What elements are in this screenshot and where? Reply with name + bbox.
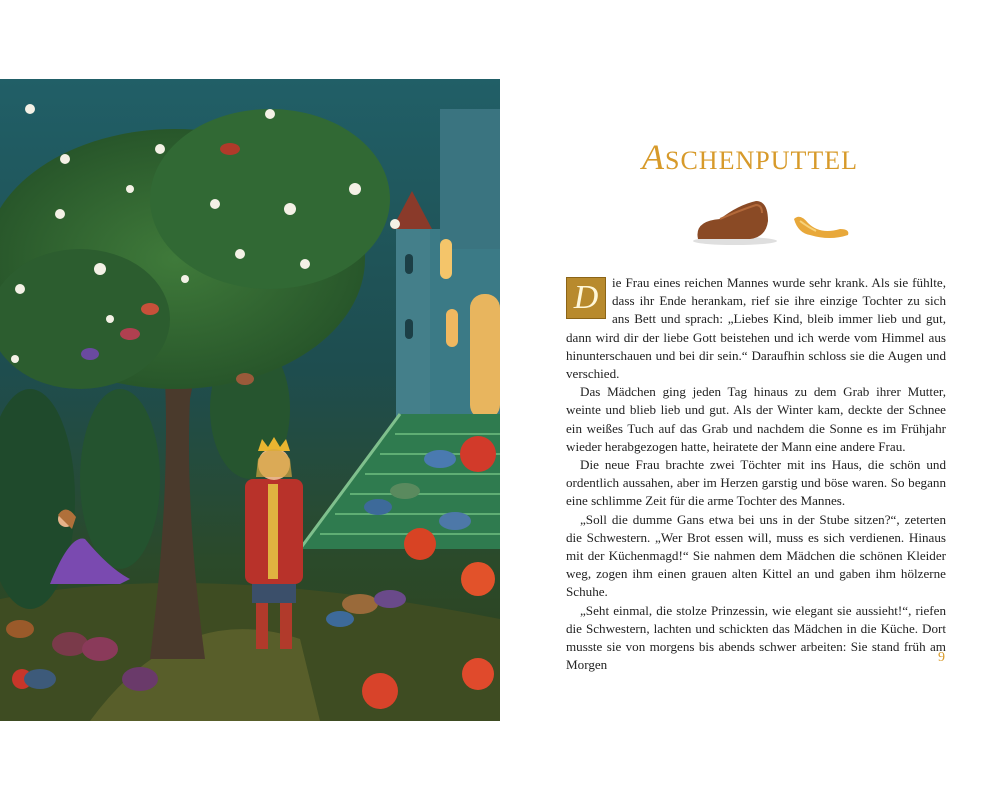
drop-cap: D bbox=[566, 277, 606, 319]
page-number: 9 bbox=[938, 650, 945, 665]
paragraph-1-text: ie Frau eines reichen Mannes wurde sehr krank. Als sie fühlte, dass ihr Ende herankam, rief sie ihre einzige Tochter zu sich ans Bett und sprach: „Liebes Kind, bleib immer lieb und gut, dann wird dir der liebe Gott beistehen und ich werde vom Himmel aus hinunterschauen und bei dir sein.“ Daraufhin schloss sie die Augen und verschied. bbox=[566, 275, 946, 382]
text-page bbox=[500, 79, 1000, 721]
paragraph-5: „Seht einmal, die stolze Prinzessin, wie elegant sie aussieht!“, riefen die Schwestern, lachten und schickten das Mädchen in die Küche. Dort musste sie von morgens bis abends schwer arbeiten: Sie stand früh am Morgen bbox=[566, 602, 946, 673]
illustration-page bbox=[0, 79, 500, 721]
paragraph-1 bbox=[566, 274, 946, 383]
story-title bbox=[500, 136, 1000, 178]
title-rest: SCHENPUTTEL bbox=[665, 146, 858, 175]
paragraph-3: Die neue Frau brachte zwei Töchter mit ins Haus, die schön und ordentlich aussahen, aber im Herzen garstig und böse waren. So begann eine schlimme Zeit für die arme Tochter des Mannes. bbox=[566, 457, 946, 509]
paragraph-2: Das Mädchen ging jeden Tag hinaus zu dem Grab ihrer Mutter, weinte und blieb lieb und gut. Als der Winter kam, deckte der Schnee ein weißes Tuch auf das Grab und nachdem die Sonne es im Frühjahr wieder herabgezogen hatte, heiratete der Mann eine andere Frau. bbox=[566, 384, 946, 454]
story-text bbox=[566, 274, 946, 674]
fairytale-illustration bbox=[0, 79, 500, 721]
title-initial: A bbox=[642, 137, 665, 177]
book-spread bbox=[0, 79, 1000, 721]
paragraph-4: „Soll die dumme Gans etwa bei uns in der Stube sitzen?“, zeterten die Schwestern. „Wer Brot essen will, muss es sich verdienen. Hinaus mit der Küchenmagd!“ Sie nahmen dem Mädchen die schönen Kleider weg, zogen ihm einen grauen alten Kittel an und gaben ihm hölzerne Schuhe. bbox=[566, 511, 946, 600]
golden-slipper-icon bbox=[794, 217, 848, 238]
shoes-ornament bbox=[690, 191, 880, 246]
wooden-shoe-icon bbox=[693, 201, 777, 245]
